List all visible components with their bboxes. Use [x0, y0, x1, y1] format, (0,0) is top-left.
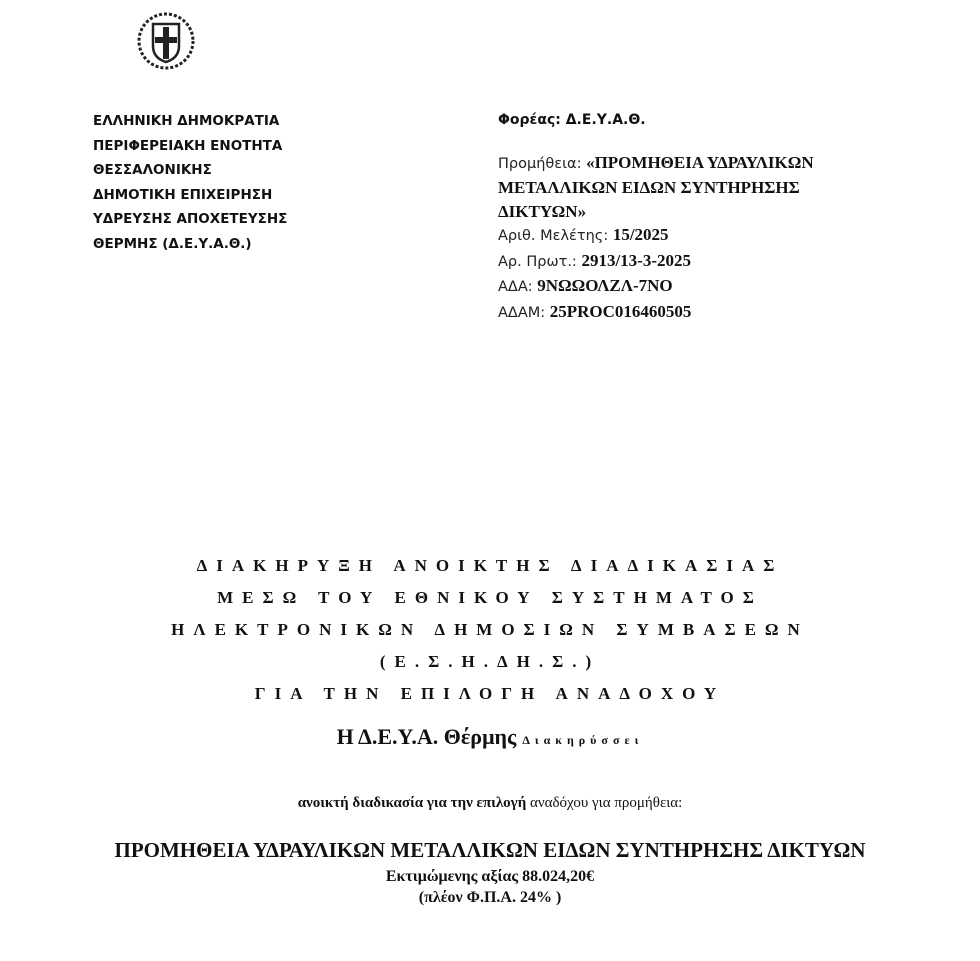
procurement-value: «ΠΡΟΜΗΘΕΙΑ ΥΔΡΑΥΛΙΚΩΝ ΜΕΤΑΛΛΙΚΩΝ ΕΙΔΩΝ ΣΥΝΤΗΡΗΣΗΣ ΔΙΚΤΥΩΝ»: [498, 152, 814, 221]
ada-value: 9ΝΩΩΟΛΖΛ-7ΝΟ: [537, 276, 673, 295]
reference-block: [498, 109, 868, 325]
issuer-line: ΕΛΛΗΝΙΚΗ ΔΗΜΟΚΡΑΤΙΑ: [93, 113, 280, 129]
issuer-line: ΘΕΡΜΗΣ (Δ.Ε.Υ.Α.Θ.): [93, 235, 252, 252]
adam-label: ΑΔΑΜ:: [498, 304, 550, 321]
greek-coat-of-arms-emblem: [136, 10, 196, 72]
organization-name: Η Δ.Ε.Υ.Α. Θέρμης: [336, 724, 517, 749]
issuer-block: [93, 109, 287, 257]
issuer-line: ΔΗΜΟΤΙΚΗ ΕΠΙΧΕΙΡΗΣΗ: [93, 186, 273, 203]
declaration-line: [0, 724, 980, 750]
title-line: ΗΛΕΚΤΡΟΝΙΚΩΝ ΔΗΜΟΣΙΩΝ ΣΥΜΒΑΣΕΩΝ: [171, 620, 809, 639]
title-line: (Ε.Σ.Η.ΔΗ.Σ.): [379, 652, 601, 671]
issuer-line: ΠΕΡΙΦΕΡΕΙΑΚΗ ΕΝΟΤΗΤΑ: [93, 137, 283, 154]
procedure-bold: ανοικτή διαδικασία για την επιλογή: [297, 795, 527, 811]
study-number-label: Αριθ. Μελέτης:: [498, 228, 613, 244]
declares-verb: Διακηρύσσει: [522, 733, 644, 747]
ada-label: ΑΔΑ:: [498, 279, 538, 295]
study-number-value: 15/2025: [612, 225, 669, 244]
issuer-line: ΥΔΡΕΥΣΗΣ ΑΠΟΧΕΤΕΥΣΗΣ: [93, 211, 288, 228]
procedure-line: [0, 795, 980, 812]
protocol-label: Αρ. Πρωτ.:: [498, 253, 582, 270]
estimated-value: Εκτιμώμενης αξίας 88.024,20€: [385, 868, 595, 885]
document-title: [0, 550, 980, 710]
value-block: [0, 866, 980, 908]
protocol-value: 2913/13-3-2025: [581, 250, 691, 270]
title-line: ΔΙΑΚΗΡΥΞΗ ΑΝΟΙΚΤΗΣ ΔΙΑΔΙΚΑΣΙΑΣ: [196, 556, 784, 575]
issuer-line: ΘΕΣΣΑΛΟΝΙΚΗΣ: [93, 162, 212, 179]
title-line: ΓΙΑ ΤΗΝ ΕΠΙΛΟΓΗ ΑΝΑΔΟΧΟΥ: [254, 684, 726, 703]
authority: Φορέας: Δ.Ε.Υ.Α.Θ.: [498, 112, 646, 128]
adam-value: 25PROC016460505: [549, 301, 692, 321]
subject: ΠΡΟΜΗΘΕΙΑ ΥΔΡΑΥΛΙΚΩΝ ΜΕΤΑΛΛΙΚΩΝ ΕΙΔΩΝ ΣΥΝΤΗΡΗΣΗΣ ΔΙΚΤΥΩΝ: [114, 838, 866, 862]
procedure-normal: αναδόχου για προμήθεια:: [526, 795, 683, 811]
title-line: ΜΕΣΩ ΤΟΥ ΕΘΝΙΚΟΥ ΣΥΣΤΗΜΑΤΟΣ: [217, 588, 763, 607]
procurement-label: Προμήθεια:: [498, 155, 587, 172]
vat-note: (πλέον Φ.Π.Α. 24% ): [418, 889, 562, 906]
